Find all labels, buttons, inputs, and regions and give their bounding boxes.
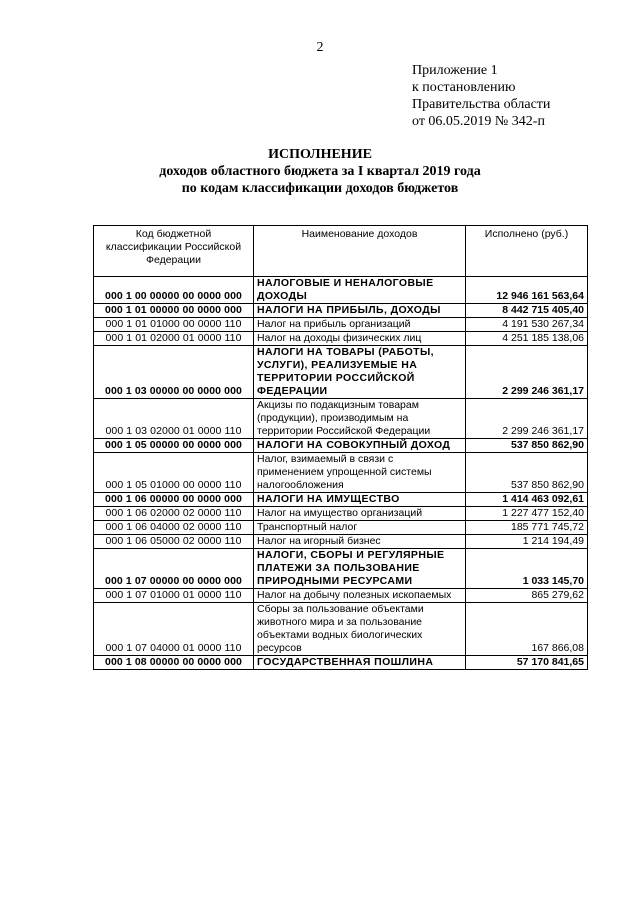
appendix-line: от 06.05.2019 № 342-п	[412, 114, 545, 129]
cell-code: 000 1 08 00000 00 0000 000	[94, 656, 254, 670]
cell-name: Налог на доходы физических лиц	[254, 332, 466, 346]
cell-code: 000 1 00 00000 00 0000 000	[94, 277, 254, 304]
cell-name: Налог, взимаемый в связи с применением упрощенной системы налогообложения	[254, 453, 466, 493]
table-row	[94, 507, 588, 521]
cell-amount: 4 251 185 138,06	[466, 332, 588, 346]
document-title	[0, 146, 640, 197]
cell-code: 000 1 06 04000 02 0000 110	[94, 521, 254, 535]
table-row	[94, 332, 588, 346]
table-row	[94, 493, 588, 507]
appendix-line: Приложение 1	[412, 63, 498, 78]
table-row	[94, 304, 588, 318]
header-code: Код бюджетной классификации Российской Федерации	[94, 226, 254, 277]
cell-code: 000 1 03 02000 01 0000 110	[94, 399, 254, 439]
cell-amount: 1 033 145,70	[466, 549, 588, 589]
table-row	[94, 589, 588, 603]
cell-name: НАЛОГОВЫЕ И НЕНАЛОГОВЫЕ ДОХОДЫ	[254, 277, 466, 304]
cell-name: НАЛОГИ, СБОРЫ И РЕГУЛЯРНЫЕ ПЛАТЕЖИ ЗА ПОЛЬЗОВАНИЕ ПРИРОДНЫМИ РЕСУРСАМИ	[254, 549, 466, 589]
table-row	[94, 453, 588, 493]
cell-name: Сборы за пользование объектами животного мира и за пользование объектами водных биологических ресурсов	[254, 603, 466, 656]
table-row	[94, 399, 588, 439]
cell-code: 000 1 07 04000 01 0000 110	[94, 603, 254, 656]
cell-name: НАЛОГИ НА ПРИБЫЛЬ, ДОХОДЫ	[254, 304, 466, 318]
cell-code: 000 1 07 00000 00 0000 000	[94, 549, 254, 589]
cell-code: 000 1 01 01000 00 0000 110	[94, 318, 254, 332]
table-row	[94, 656, 588, 670]
cell-name: ГОСУДАРСТВЕННАЯ ПОШЛИНА	[254, 656, 466, 670]
title-line: ИСПОЛНЕНИЕ	[268, 147, 372, 162]
table-row	[94, 603, 588, 656]
appendix-line: к постановлению	[412, 80, 516, 95]
cell-amount: 57 170 841,65	[466, 656, 588, 670]
cell-code: 000 1 06 05000 02 0000 110	[94, 535, 254, 549]
cell-code: 000 1 06 00000 00 0000 000	[94, 493, 254, 507]
cell-amount: 8 442 715 405,40	[466, 304, 588, 318]
header-amount: Исполнено (руб.)	[466, 226, 588, 277]
cell-name: Транспортный налог	[254, 521, 466, 535]
table-row	[94, 535, 588, 549]
cell-amount: 1 214 194,49	[466, 535, 588, 549]
cell-name: Налог на прибыль организаций	[254, 318, 466, 332]
table-row	[94, 346, 588, 399]
cell-amount: 537 850 862,90	[466, 439, 588, 453]
title-line: доходов областного бюджета за I квартал 2019 года	[159, 164, 481, 179]
cell-code: 000 1 07 01000 01 0000 110	[94, 589, 254, 603]
revenue-table	[93, 225, 588, 670]
table-row	[94, 521, 588, 535]
cell-code: 000 1 01 00000 00 0000 000	[94, 304, 254, 318]
table-row	[94, 549, 588, 589]
table-row	[94, 277, 588, 304]
cell-amount: 167 866,08	[466, 603, 588, 656]
cell-name: НАЛОГИ НА СОВОКУПНЫЙ ДОХОД	[254, 439, 466, 453]
appendix-block	[412, 62, 550, 130]
cell-amount: 537 850 862,90	[466, 453, 588, 493]
cell-amount: 865 279,62	[466, 589, 588, 603]
cell-amount: 12 946 161 563,64	[466, 277, 588, 304]
cell-name: НАЛОГИ НА ИМУЩЕСТВО	[254, 493, 466, 507]
cell-amount: 2 299 246 361,17	[466, 346, 588, 399]
cell-name: Акцизы по подакцизным товарам (продукции), производимым на территории Российской Федерации	[254, 399, 466, 439]
cell-code: 000 1 03 00000 00 0000 000	[94, 346, 254, 399]
table-header-row	[94, 226, 588, 277]
header-name: Наименование доходов	[254, 226, 466, 277]
cell-code: 000 1 05 01000 00 0000 110	[94, 453, 254, 493]
cell-amount: 1 414 463 092,61	[466, 493, 588, 507]
cell-code: 000 1 06 02000 02 0000 110	[94, 507, 254, 521]
cell-amount: 2 299 246 361,17	[466, 399, 588, 439]
cell-amount: 1 227 477 152,40	[466, 507, 588, 521]
table-row	[94, 318, 588, 332]
title-line: по кодам классификации доходов бюджетов	[181, 181, 459, 196]
page-number: 2	[316, 40, 324, 55]
appendix-line: Правительства области	[412, 97, 551, 112]
cell-code: 000 1 05 00000 00 0000 000	[94, 439, 254, 453]
cell-name: Налог на имущество организаций	[254, 507, 466, 521]
cell-amount: 4 191 530 267,34	[466, 318, 588, 332]
cell-amount: 185 771 745,72	[466, 521, 588, 535]
cell-name: Налог на добычу полезных ископаемых	[254, 589, 466, 603]
cell-name: Налог на игорный бизнес	[254, 535, 466, 549]
cell-code: 000 1 01 02000 01 0000 110	[94, 332, 254, 346]
cell-name: НАЛОГИ НА ТОВАРЫ (РАБОТЫ, УСЛУГИ), РЕАЛИЗУЕМЫЕ НА ТЕРРИТОРИИ РОССИЙСКОЙ ФЕДЕРАЦИИ	[254, 346, 466, 399]
table-body	[94, 277, 588, 670]
table-row	[94, 439, 588, 453]
